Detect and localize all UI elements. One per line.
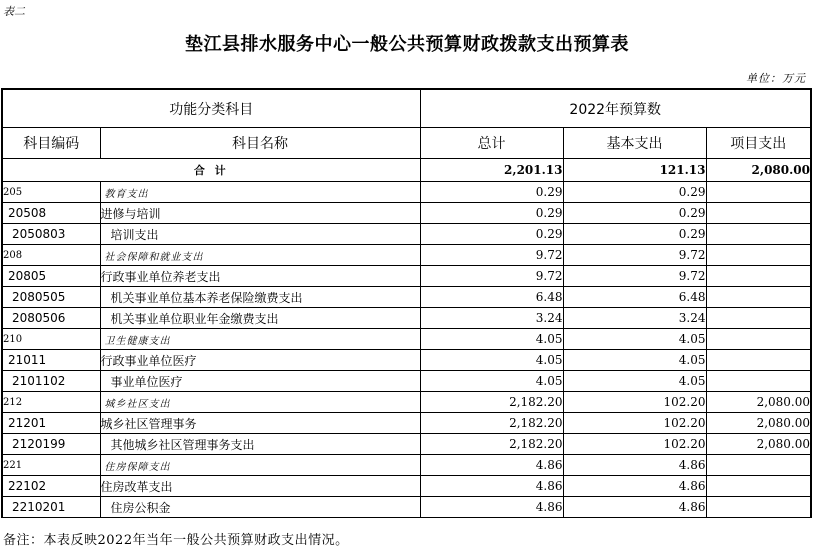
row-total: 4.05 — [420, 350, 563, 371]
table-row — [2, 350, 811, 371]
row-name: 其他城乡社区管理事务支出 — [100, 434, 420, 455]
row-basic: 102.20 — [563, 434, 706, 455]
row-code: 208 — [2, 245, 100, 266]
row-project — [706, 182, 811, 203]
row-basic: 4.05 — [563, 371, 706, 392]
table-row — [2, 434, 811, 455]
row-name: 行政事业单位医疗 — [100, 350, 420, 371]
row-total: 6.48 — [420, 287, 563, 308]
row-basic: 6.48 — [563, 287, 706, 308]
table-row — [2, 203, 811, 224]
row-total: 3.24 — [420, 308, 563, 329]
row-project — [706, 371, 811, 392]
row-basic: 102.20 — [563, 413, 706, 434]
row-project — [706, 497, 811, 518]
row-name: 事业单位医疗 — [100, 371, 420, 392]
header-code: 科目编码 — [2, 128, 100, 159]
row-total: 4.05 — [420, 329, 563, 350]
row-code: 2210201 — [2, 497, 100, 518]
row-project: 2,080.00 — [706, 392, 811, 413]
table-row — [2, 266, 811, 287]
header-basic: 基本支出 — [563, 128, 706, 159]
row-code: 212 — [2, 392, 100, 413]
row-name: 培训支出 — [100, 224, 420, 245]
row-code: 20508 — [2, 203, 100, 224]
header-budget-2022: 2022年预算数 — [420, 89, 811, 128]
total-amount: 2,201.13 — [420, 159, 563, 182]
table-row — [2, 182, 811, 203]
header-function-category: 功能分类科目 — [2, 89, 420, 128]
table-row — [2, 413, 811, 434]
page-title: 垫江县排水服务中心一般公共预算财政拨款支出预算表 — [185, 34, 629, 55]
row-basic: 102.20 — [563, 392, 706, 413]
row-project — [706, 203, 811, 224]
row-project — [706, 455, 811, 476]
table-row — [2, 245, 811, 266]
total-project: 2,080.00 — [706, 159, 811, 182]
row-basic: 3.24 — [563, 308, 706, 329]
row-name: 城乡社区支出 — [100, 392, 420, 413]
row-total: 2,182.20 — [420, 392, 563, 413]
total-row — [2, 159, 811, 182]
table-row — [2, 371, 811, 392]
row-project — [706, 350, 811, 371]
row-project: 2,080.00 — [706, 413, 811, 434]
row-total: 0.29 — [420, 224, 563, 245]
row-basic: 4.05 — [563, 329, 706, 350]
row-total: 9.72 — [420, 245, 563, 266]
row-total: 0.29 — [420, 182, 563, 203]
row-basic: 0.29 — [563, 224, 706, 245]
row-project — [706, 476, 811, 497]
row-code: 2080505 — [2, 287, 100, 308]
row-name: 行政事业单位养老支出 — [100, 266, 420, 287]
row-total: 2,182.20 — [420, 434, 563, 455]
table-row — [2, 329, 811, 350]
row-total: 2,182.20 — [420, 413, 563, 434]
table-row — [2, 308, 811, 329]
table-row — [2, 497, 811, 518]
row-name: 教育支出 — [100, 182, 420, 203]
row-name: 城乡社区管理事务 — [100, 413, 420, 434]
row-total: 4.86 — [420, 497, 563, 518]
row-name: 机关事业单位职业年金缴费支出 — [100, 308, 420, 329]
table-row — [2, 476, 811, 497]
total-label: 合 计 — [2, 159, 420, 182]
row-basic: 9.72 — [563, 266, 706, 287]
row-name: 进修与培训 — [100, 203, 420, 224]
row-total: 9.72 — [420, 266, 563, 287]
row-name: 社会保障和就业支出 — [100, 245, 420, 266]
row-basic: 9.72 — [563, 245, 706, 266]
row-name: 住房保障支出 — [100, 455, 420, 476]
row-project: 2,080.00 — [706, 434, 811, 455]
row-basic: 0.29 — [563, 203, 706, 224]
header-name: 科目名称 — [100, 128, 420, 159]
unit-label: 单位：万元 — [746, 72, 806, 85]
row-name: 卫生健康支出 — [100, 329, 420, 350]
row-basic: 4.86 — [563, 476, 706, 497]
table-number-label: 表二 — [3, 5, 25, 18]
row-project — [706, 245, 811, 266]
row-code: 2050803 — [2, 224, 100, 245]
row-project — [706, 329, 811, 350]
budget-table — [1, 88, 812, 518]
row-name: 住房公积金 — [100, 497, 420, 518]
row-total: 4.05 — [420, 371, 563, 392]
row-total: 0.29 — [420, 203, 563, 224]
row-basic: 4.86 — [563, 455, 706, 476]
row-basic: 4.05 — [563, 350, 706, 371]
row-project — [706, 308, 811, 329]
row-code: 2101102 — [2, 371, 100, 392]
table-row — [2, 287, 811, 308]
row-total: 4.86 — [420, 455, 563, 476]
header-row-group — [2, 89, 811, 128]
row-total: 4.86 — [420, 476, 563, 497]
row-code: 22102 — [2, 476, 100, 497]
row-code: 2120199 — [2, 434, 100, 455]
row-project — [706, 287, 811, 308]
footnote: 备注：本表反映2022年当年一般公共预算财政支出情况。 — [3, 533, 349, 548]
row-basic: 0.29 — [563, 182, 706, 203]
row-basic: 4.86 — [563, 497, 706, 518]
row-project — [706, 266, 811, 287]
row-code: 21011 — [2, 350, 100, 371]
header-project: 项目支出 — [706, 128, 811, 159]
row-code: 21201 — [2, 413, 100, 434]
table-row — [2, 392, 811, 413]
row-project — [706, 224, 811, 245]
row-code: 221 — [2, 455, 100, 476]
header-total: 总计 — [420, 128, 563, 159]
row-code: 210 — [2, 329, 100, 350]
table-row — [2, 455, 811, 476]
row-code: 20805 — [2, 266, 100, 287]
row-code: 2080506 — [2, 308, 100, 329]
header-row-columns — [2, 128, 811, 159]
row-code: 205 — [2, 182, 100, 203]
row-name: 机关事业单位基本养老保险缴费支出 — [100, 287, 420, 308]
total-basic: 121.13 — [563, 159, 706, 182]
row-name: 住房改革支出 — [100, 476, 420, 497]
table-row — [2, 224, 811, 245]
